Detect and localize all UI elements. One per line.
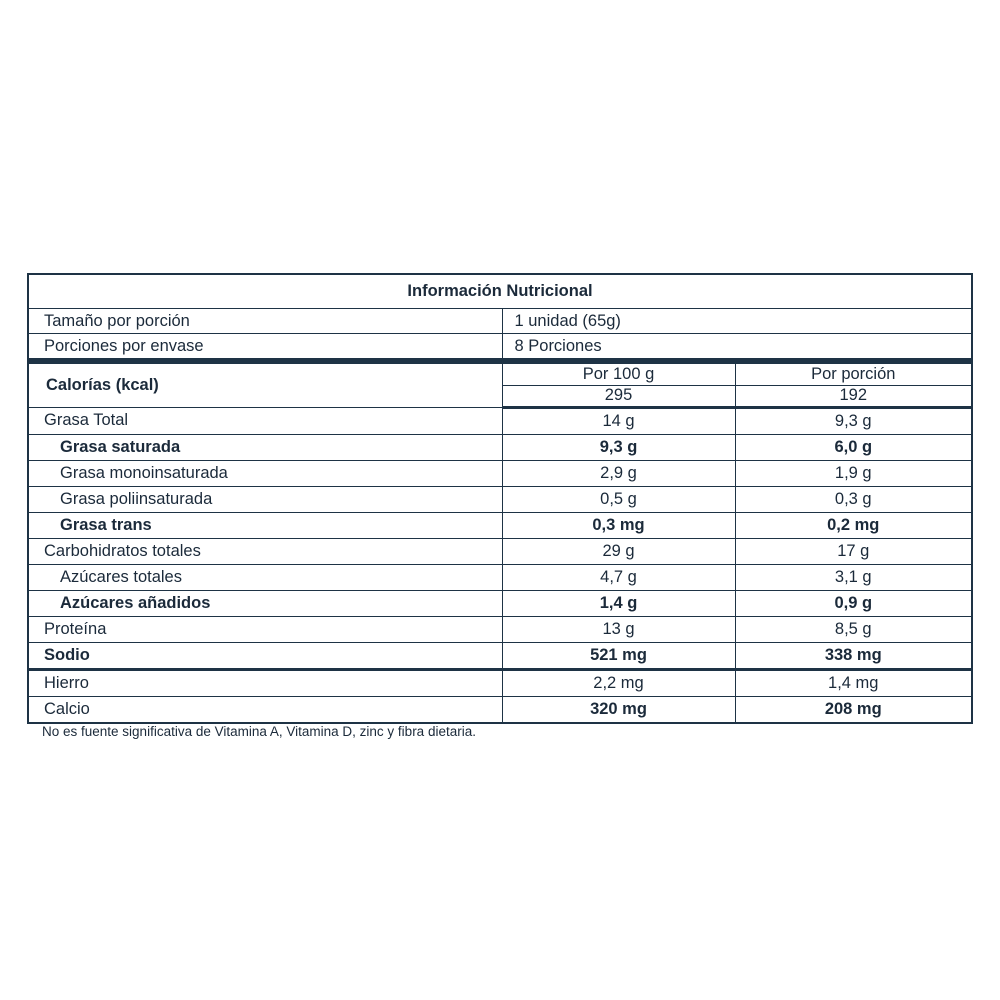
column-header-per-serving: Por porción [735,361,972,385]
table-row [28,642,972,669]
nutrient-name: Calcio [28,696,502,723]
calories-label: Calorías (kcal) [28,361,502,407]
table-row [28,512,972,538]
column-header-per-100g: Por 100 g [502,361,735,385]
nutrient-name: Carbohidratos totales [28,538,502,564]
nutrient-name: Sodio [28,642,502,669]
nutrient-per-serving: 0,2 mg [735,512,972,538]
table-row [28,590,972,616]
table-row [28,460,972,486]
nutrient-per-100g: 521 mg [502,642,735,669]
nutrient-name: Grasa saturada [28,434,502,460]
table-row [28,669,972,696]
nutrient-name: Hierro [28,669,502,696]
nutrient-name: Grasa Total [28,407,502,434]
table-row [28,564,972,590]
nutrient-name: Azúcares totales [28,564,502,590]
nutrition-table [27,273,973,724]
table-title: Información Nutricional [28,274,972,309]
nutrient-per-serving: 8,5 g [735,616,972,642]
servings-per-container-label: Porciones por envase [28,334,502,362]
nutrient-per-100g: 13 g [502,616,735,642]
table-row [28,538,972,564]
nutrient-per-serving: 208 mg [735,696,972,723]
nutrient-per-serving: 17 g [735,538,972,564]
nutrient-name: Grasa poliinsaturada [28,486,502,512]
serving-size-label: Tamaño por porción [28,309,502,334]
nutrient-per-serving: 1,4 mg [735,669,972,696]
serving-size-value: 1 unidad (65g) [502,309,972,334]
nutrient-per-serving: 9,3 g [735,407,972,434]
nutrient-name: Grasa monoinsaturada [28,460,502,486]
table-row [28,407,972,434]
nutrition-facts-panel [27,273,971,724]
nutrient-per-serving: 0,3 g [735,486,972,512]
table-row [28,696,972,723]
nutrient-name: Proteína [28,616,502,642]
nutrient-per-100g: 2,2 mg [502,669,735,696]
servings-per-container-value: 8 Porciones [502,334,972,362]
nutrient-per-serving: 0,9 g [735,590,972,616]
nutrient-per-100g: 14 g [502,407,735,434]
nutrient-per-serving: 1,9 g [735,460,972,486]
nutrient-name: Azúcares añadidos [28,590,502,616]
nutrient-per-100g: 2,9 g [502,460,735,486]
calories-per-100g: 295 [502,385,735,407]
nutrient-per-100g: 4,7 g [502,564,735,590]
nutrient-per-serving: 6,0 g [735,434,972,460]
nutrient-per-100g: 9,3 g [502,434,735,460]
nutrient-per-100g: 1,4 g [502,590,735,616]
nutrient-per-serving: 338 mg [735,642,972,669]
calories-per-serving: 192 [735,385,972,407]
nutrient-per-100g: 320 mg [502,696,735,723]
nutrient-per-serving: 3,1 g [735,564,972,590]
table-row [28,434,972,460]
nutrient-name: Grasa trans [28,512,502,538]
nutrient-per-100g: 29 g [502,538,735,564]
nutrient-per-100g: 0,3 mg [502,512,735,538]
table-row [28,616,972,642]
table-row [28,486,972,512]
footnote: No es fuente significativa de Vitamina A, Vitamina D, zinc y fibra dietaria. [42,724,476,739]
nutrient-per-100g: 0,5 g [502,486,735,512]
